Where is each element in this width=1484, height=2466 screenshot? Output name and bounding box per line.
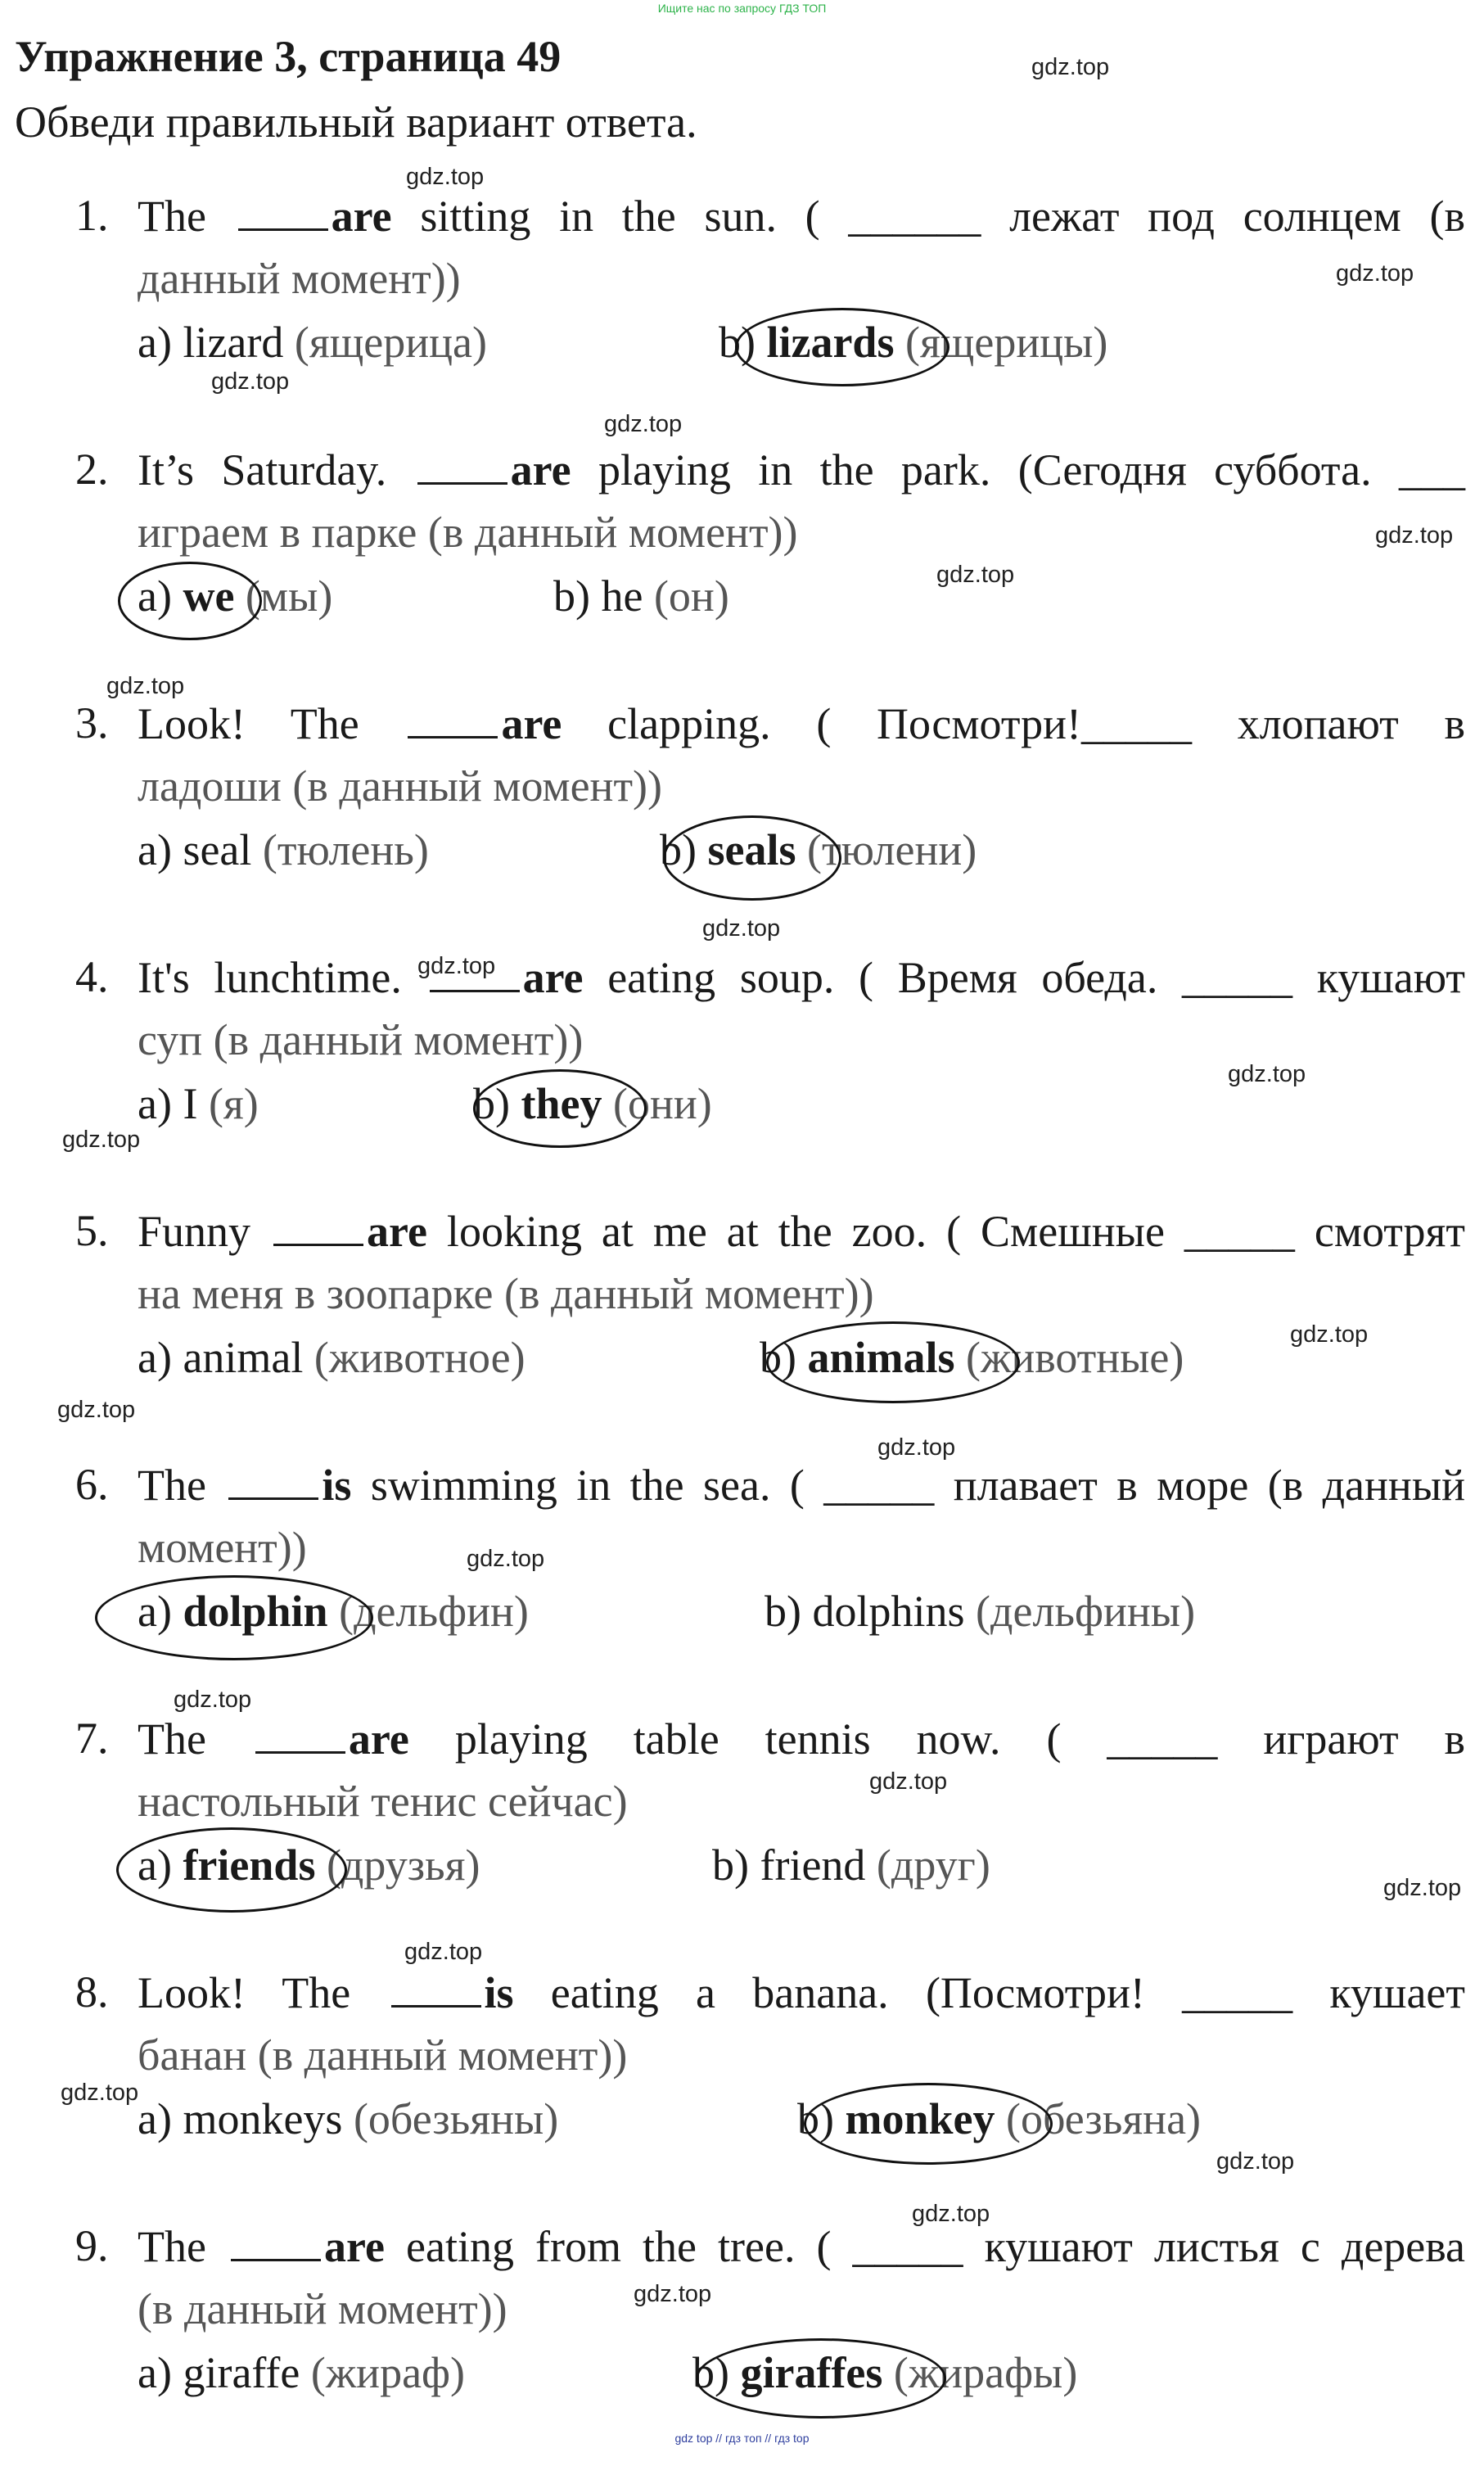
option-label: a): [138, 2094, 183, 2143]
watermark-text: gdz.top: [406, 164, 485, 190]
option-label: a): [138, 1840, 183, 1890]
option-label: b): [797, 2094, 846, 2143]
sentence-rest: eating a banana. (Посмотри! _____ кушает: [513, 1968, 1465, 2017]
option-b[interactable]: [473, 1077, 712, 1131]
answer-blank: [231, 2221, 321, 2261]
watermark-text: gdz.top: [1290, 1321, 1369, 1348]
option-translation: (ящерицы): [894, 318, 1108, 367]
exercise-5: [0, 1205, 1484, 1451]
watermark-text: gdz.top: [604, 411, 683, 437]
sentence-start: Look! The: [138, 1968, 388, 2017]
option-translation: (друг): [865, 1840, 990, 1890]
watermark-text: gdz.top: [1375, 522, 1454, 549]
translation-continuation: (в данный момент)): [138, 2284, 507, 2333]
translation-continuation: момент)): [138, 1523, 307, 1572]
exercise-number: 4.: [75, 952, 109, 1001]
sentence-rest: playing in the park. (Сегодня суббота. ___: [571, 445, 1465, 495]
sentence-rest: swimming in the sea. ( _____ плавает в море (в данный: [351, 1461, 1466, 1510]
watermark-text: gdz.top: [634, 2281, 712, 2307]
exercise-sentence: [138, 951, 1465, 1005]
answer-blank: [391, 1967, 481, 2008]
exercise-number: 7.: [75, 1714, 109, 1763]
sentence-rest: clapping. ( Посмотри!_____ хлопают в: [562, 699, 1465, 748]
exercise-7: [0, 1713, 1484, 1958]
footer-link[interactable]: gdz top // гдз топ // гдз top: [674, 2432, 810, 2445]
sentence-rest: sitting in the sun. ( ______ лежат под солнцем (в: [391, 192, 1466, 241]
option-b[interactable]: [797, 2093, 1201, 2146]
translation-continuation: настольный тенис сейчас): [138, 1777, 628, 1826]
watermark-text: gdz.top: [1336, 260, 1414, 287]
option-word: friend: [760, 1840, 866, 1890]
exercise-3: [0, 698, 1484, 943]
header-search-link[interactable]: Ищите нас по запросу ГДЗ ТОП: [657, 2, 827, 15]
sentence-verb: are: [501, 699, 562, 748]
watermark-text: gdz.top: [61, 2080, 139, 2106]
option-label: b): [660, 825, 708, 874]
exercise-number: 3.: [75, 698, 109, 747]
option-word: dolphins: [812, 1587, 965, 1636]
watermark-text: gdz.top: [57, 1397, 136, 1423]
option-translation: (они): [602, 1079, 712, 1128]
option-word: lizard: [183, 318, 284, 367]
option-a[interactable]: [138, 1585, 529, 1638]
page-title: Упражнение 3, страница 49: [15, 32, 562, 81]
option-label: b): [765, 1587, 813, 1636]
watermark-text: gdz.top: [467, 1546, 545, 1572]
exercise-sentence: [138, 698, 1465, 751]
sentence-verb: are: [367, 1207, 427, 1256]
sentence-verb: are: [510, 445, 571, 495]
answer-blank: [417, 445, 507, 485]
watermark-text: gdz.top: [877, 1434, 956, 1461]
answer-options: [0, 1585, 1484, 1651]
option-translation: (тюлень): [251, 825, 429, 874]
watermark-text: gdz.top: [1228, 1061, 1306, 1087]
exercise-9: [0, 2220, 1484, 2466]
answer-options: [0, 1839, 1484, 1904]
sentence-rest: eating soup. ( Время обеда. _____ кушают: [583, 953, 1465, 1002]
exercise-number: 1.: [75, 191, 109, 240]
watermark-text: gdz.top: [106, 673, 185, 699]
option-word: giraffe: [183, 2348, 300, 2397]
sentence-verb: are: [522, 953, 584, 1002]
option-translation: (обезьяна): [995, 2094, 1202, 2143]
option-translation: (животные): [954, 1333, 1184, 1382]
watermark-text: gdz.top: [1383, 1875, 1462, 1901]
translation-continuation: банан (в данный момент)): [138, 2030, 628, 2080]
option-b[interactable]: [660, 824, 977, 877]
option-translation: (я): [197, 1079, 259, 1128]
sentence-verb: are: [348, 1714, 409, 1764]
option-word: I: [183, 1079, 198, 1128]
option-label: b): [760, 1333, 808, 1382]
translation-continuation: ладоши (в данный момент)): [138, 761, 663, 811]
exercise-8: [0, 1967, 1484, 2212]
option-b[interactable]: [719, 316, 1107, 369]
option-translation: (жирафы): [882, 2348, 1078, 2397]
option-word: animals: [807, 1333, 955, 1382]
option-translation: (обезьяны): [342, 2094, 559, 2143]
answer-options: [0, 824, 1484, 889]
watermark-text: gdz.top: [702, 915, 781, 942]
option-translation: (ящерица): [283, 318, 488, 367]
exercise-sentence: [138, 1967, 1465, 2020]
option-b[interactable]: [712, 1839, 990, 1892]
option-translation: (жираф): [300, 2348, 466, 2397]
translation-continuation: на меня в зоопарке (в данный момент)): [138, 1269, 874, 1318]
exercise-sentence: [138, 1713, 1465, 1766]
sentence-start: Funny: [138, 1207, 270, 1256]
option-translation: (он): [643, 571, 729, 621]
option-a[interactable]: [138, 1839, 480, 1892]
option-a[interactable]: [138, 316, 487, 369]
option-word: seal: [183, 825, 252, 874]
option-label: a): [138, 318, 183, 367]
option-translation: (друзья): [315, 1840, 480, 1890]
option-word: animal: [183, 1333, 304, 1382]
option-label: a): [138, 1079, 183, 1128]
answer-blank: [238, 191, 328, 231]
option-translation: (животное): [303, 1333, 525, 1382]
option-word: seals: [707, 825, 796, 874]
exercise-number: 9.: [75, 2221, 109, 2270]
option-label: a): [138, 571, 183, 621]
watermark-text: gdz.top: [912, 2201, 990, 2227]
translation-continuation: играем в парке (в данный момент)): [138, 508, 798, 557]
exercise-sentence: [138, 2220, 1465, 2274]
option-label: b): [712, 1840, 760, 1890]
exercise-2: [0, 444, 1484, 689]
sentence-start: The: [138, 1714, 252, 1764]
option-label: b): [553, 571, 602, 621]
exercise-sentence: [138, 1459, 1465, 1512]
instruction-text: Обведи правильный вариант ответа.: [15, 97, 697, 147]
answer-blank: [228, 1460, 318, 1500]
watermark-text: gdz.top: [417, 953, 496, 979]
option-word: lizards: [766, 318, 895, 367]
option-a[interactable]: [138, 824, 429, 877]
sentence-rest: eating from the tree. ( _____ кушают листья с дерева: [384, 2222, 1466, 2271]
option-b[interactable]: [553, 570, 729, 623]
answer-options: [0, 570, 1484, 635]
option-word: monkeys: [183, 2094, 343, 2143]
sentence-start: The: [138, 1461, 226, 1510]
option-label: b): [692, 2348, 741, 2397]
answer-blank: [255, 1714, 345, 1754]
option-word: monkey: [845, 2094, 995, 2143]
watermark-text: gdz.top: [174, 1687, 252, 1713]
option-word: dolphin: [183, 1587, 328, 1636]
watermark-text: gdz.top: [936, 562, 1015, 588]
option-b[interactable]: [760, 1331, 1184, 1384]
sentence-verb: is: [322, 1461, 352, 1510]
option-label: a): [138, 825, 183, 874]
exercise-sentence: [138, 190, 1465, 243]
exercise-number: 6.: [75, 1460, 109, 1509]
sentence-start: It's lunchtime.: [138, 953, 426, 1002]
option-word: he: [601, 571, 643, 621]
exercise-6: [0, 1459, 1484, 1705]
answer-options: [0, 1331, 1484, 1397]
sentence-start: It’s Saturday.: [138, 445, 414, 495]
option-b[interactable]: [765, 1585, 1195, 1638]
option-label: a): [138, 1587, 183, 1636]
sentence-verb: is: [484, 1968, 514, 2017]
sentence-verb: are: [331, 192, 392, 241]
answer-blank: [408, 698, 498, 738]
sentence-start: The: [138, 2222, 228, 2271]
option-translation: (дельфин): [327, 1587, 529, 1636]
watermark-text: gdz.top: [404, 1939, 483, 1965]
translation-continuation: данный момент)): [138, 254, 461, 303]
option-translation: (тюлени): [796, 825, 977, 874]
option-a[interactable]: [138, 570, 332, 623]
answer-blank: [273, 1206, 363, 1246]
option-a[interactable]: [138, 1077, 259, 1131]
sentence-rest: looking at me at the zoo. ( Смешные _____ смотрят: [426, 1207, 1465, 1256]
option-word: we: [183, 571, 235, 621]
exercise-1: [0, 190, 1484, 436]
option-label: b): [719, 318, 767, 367]
sentence-verb: are: [324, 2222, 385, 2271]
exercise-sentence: [138, 1205, 1465, 1258]
watermark-text: gdz.top: [1216, 2148, 1295, 2175]
option-b[interactable]: [692, 2346, 1077, 2400]
option-a[interactable]: [138, 2346, 465, 2400]
watermark-text: gdz.top: [211, 368, 290, 395]
sentence-rest: playing table tennis now. ( _____ играют в: [408, 1714, 1466, 1764]
sentence-start: The: [138, 192, 235, 241]
exercise-sentence: [138, 444, 1465, 497]
option-a[interactable]: [138, 1331, 525, 1384]
option-word: they: [521, 1079, 602, 1128]
watermark-text: gdz.top: [1031, 54, 1110, 80]
option-translation: (мы): [234, 571, 333, 621]
option-label: a): [138, 2348, 183, 2397]
option-label: b): [473, 1079, 521, 1128]
watermark-text: gdz.top: [62, 1127, 141, 1153]
option-a[interactable]: [138, 2093, 558, 2146]
answer-options: [0, 2346, 1484, 2412]
exercise-number: 2.: [75, 445, 109, 494]
watermark-text: gdz.top: [869, 1768, 948, 1795]
option-label: a): [138, 1333, 183, 1382]
option-word: giraffes: [740, 2348, 883, 2397]
translation-continuation: суп (в данный момент)): [138, 1015, 584, 1064]
option-word: friends: [183, 1840, 316, 1890]
sentence-start: Look! The: [138, 699, 405, 748]
exercise-number: 5.: [75, 1206, 109, 1255]
option-translation: (дельфины): [964, 1587, 1196, 1636]
exercise-number: 8.: [75, 1967, 109, 2017]
